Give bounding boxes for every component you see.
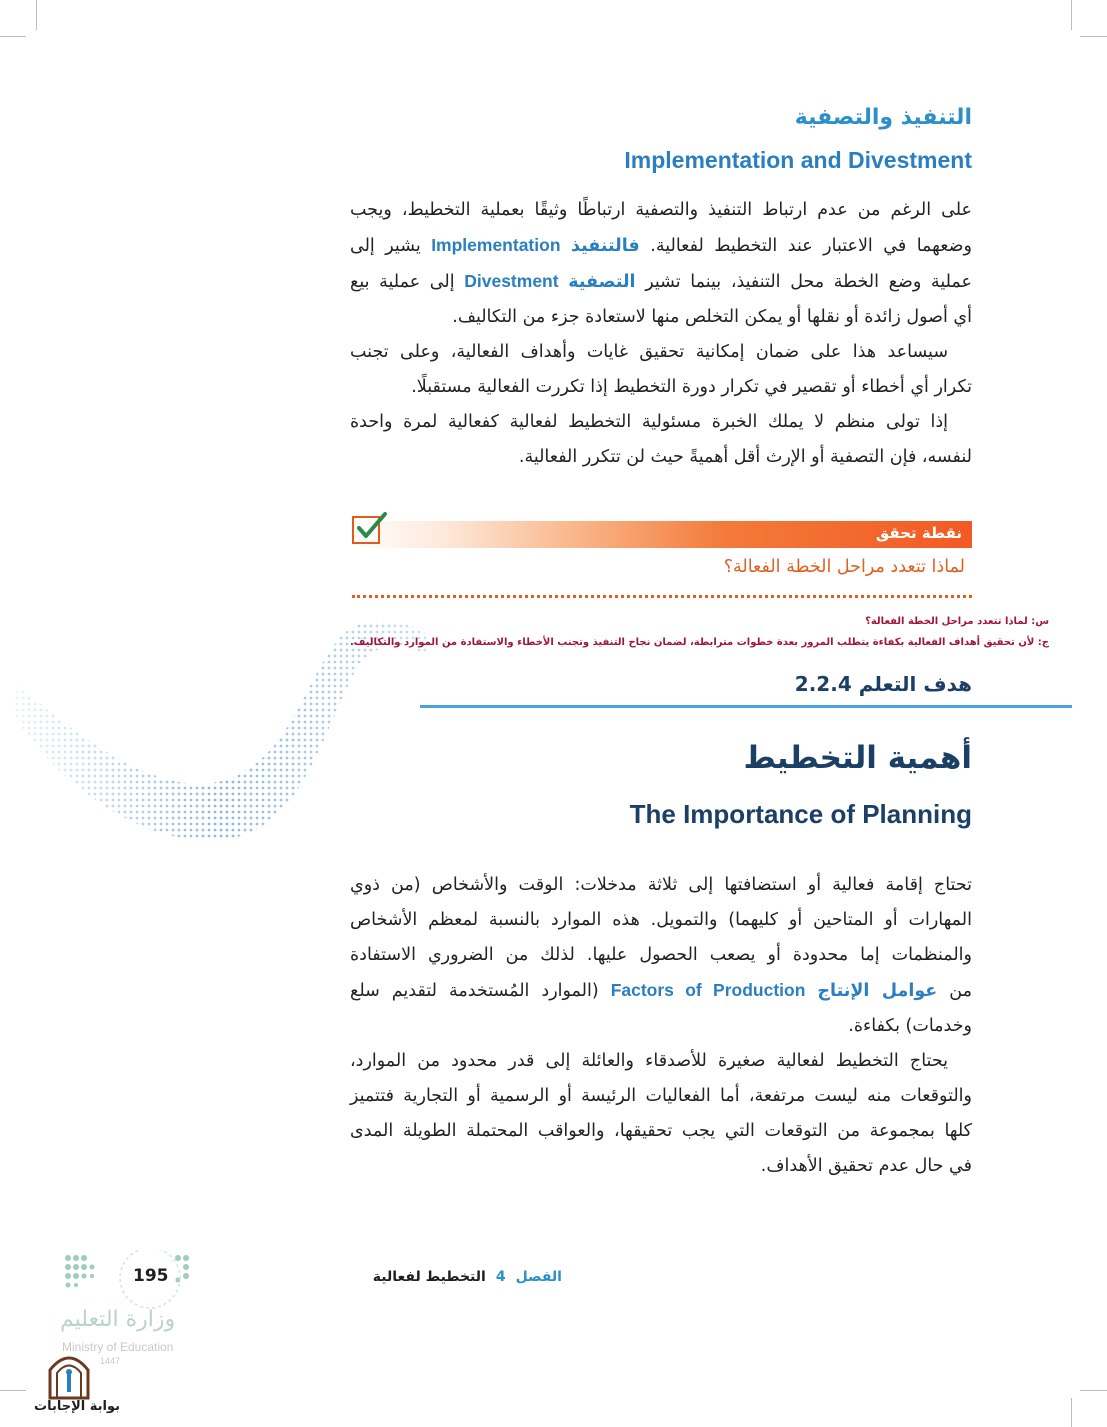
page-number: 195 — [133, 1266, 169, 1286]
section-title-en: Implementation and Divestment — [624, 147, 972, 173]
paragraph-planning — [350, 868, 972, 1184]
text-line: إذا تولى منظم لا يملك الخبرة مسئولية التخطيط لفعالية كفعالية لمرة واحدة — [350, 412, 948, 432]
text-line: أي أصول زائدة أو نقلها أو يمكن التخلص منها لاستعادة جزء من التكاليف. — [452, 307, 972, 327]
portal-label: بوابة الإجابات — [34, 1399, 120, 1414]
ministry-name-ar: وزارة التعليم — [60, 1307, 176, 1332]
dotted-divider — [352, 595, 972, 598]
chapter-title: التخطيط لفعالية — [372, 1269, 486, 1285]
text-line: والمنظمات إما محدودة أو يصعب الحصول عليها. لذلك من الضروري الاستفادة — [350, 945, 972, 965]
text-line: يحتاج التخطيط لفعالية صغيرة للأصدقاء والعائلة إلى قدر محدود من الموارد، — [350, 1051, 948, 1071]
answer-text: ج: لأن تحقيق أهداف الفعالية بكفاءة يتطلب المرور بعدة خطوات مترابطة، لضمان نجاح التنفيذ وتجنب الأخطاء والاستفادة من الموارد والتكاليف. — [349, 637, 1049, 648]
learning-goal: هدف التعلم 2.2.4 — [794, 672, 972, 696]
text-line: عملية وضع الخطة محل التنفيذ، بينما تشير التصفية Divestment إلى عملية بيع — [350, 271, 972, 292]
crop-mark — [1071, 1398, 1072, 1427]
text-line: تحتاج إقامة فعالية أو استضافتها إلى ثلاثة مدخلات: الوقت والأشخاص (من ذوي — [350, 875, 972, 895]
ministry-year: 1447 — [100, 1356, 121, 1366]
chapter-footer — [373, 1269, 562, 1285]
crop-mark — [36, 0, 37, 30]
text-line: في حال عدم تحقيق الأهداف. — [760, 1156, 972, 1176]
crop-mark — [1080, 36, 1107, 37]
text-line: وخدمات) بكفاءة. — [848, 1016, 972, 1036]
checkpoint-question: لماذا تتعدد مراحل الخطة الفعالة؟ — [723, 557, 965, 577]
text-line: المهارات أو المتاحين أو كليهما) والتمويل. هذه الموارد بالنسبة لمعظم الأشخاص — [350, 910, 972, 930]
ministry-name-en: Ministry of Education — [62, 1340, 174, 1354]
checkmark-icon — [352, 516, 380, 544]
crop-mark — [0, 1390, 26, 1391]
text-line: والتوقعات منه ليست مرتفعة، أما الفعاليات الرئيسة أو الرسمية أو التجارية فتتميز — [350, 1086, 972, 1106]
portal-logo-icon — [46, 1348, 92, 1400]
text-line: من عوامل الإنتاج Factors of Production (الموارد المُستخدمة لتقديم سلع — [350, 980, 972, 1001]
answer-question: س: لماذا تتعدد مراحل الخطة الفعالة؟ — [865, 616, 1049, 627]
learning-goal-rule — [420, 705, 1072, 708]
text-line: على الرغم من عدم ارتباط التنفيذ والتصفية ارتباطًا وثيقًا بعملية التخطيط، ويجب — [350, 200, 972, 220]
checkpoint-label: نقطة تحقق — [875, 524, 962, 542]
crop-mark — [1071, 0, 1072, 30]
text-line: وضعهما في الاعتبار عند التخطيط لفعالية. فالتنفيذ Implementation يشير إلى — [350, 235, 972, 256]
text-line: كلها بمجموعة من التوقعات التي يجب تحقيقها، والعواقب المحتملة الطويلة المدى — [350, 1121, 972, 1141]
chapter-label: الفصل — [515, 1269, 562, 1285]
crop-mark — [1080, 1390, 1107, 1391]
section2-title-en: The Importance of Planning — [629, 799, 972, 829]
chapter-number: 4 — [495, 1269, 506, 1285]
section2-title-ar: أهمية التخطيط — [743, 740, 972, 776]
paragraph-implementation — [350, 193, 972, 475]
text-line: سيساعد هذا على ضمان إمكانية تحقيق غايات وأهداف الفعالية، وعلى تجنب — [350, 342, 948, 362]
crop-mark — [0, 36, 26, 37]
ministry-logo-dots — [60, 1250, 200, 1315]
section-title-ar: التنفيذ والتصفية — [794, 105, 972, 130]
text-line: لنفسه، فإن التصفية أو الإرث أقل أهميةً حيث لن تتكرر الفعالية. — [518, 447, 972, 467]
text-line: تكرار أي أخطاء أو تقصير في تكرار دورة التخطيط إذا تكررت الفعالية مستقبلًا. — [411, 377, 972, 397]
